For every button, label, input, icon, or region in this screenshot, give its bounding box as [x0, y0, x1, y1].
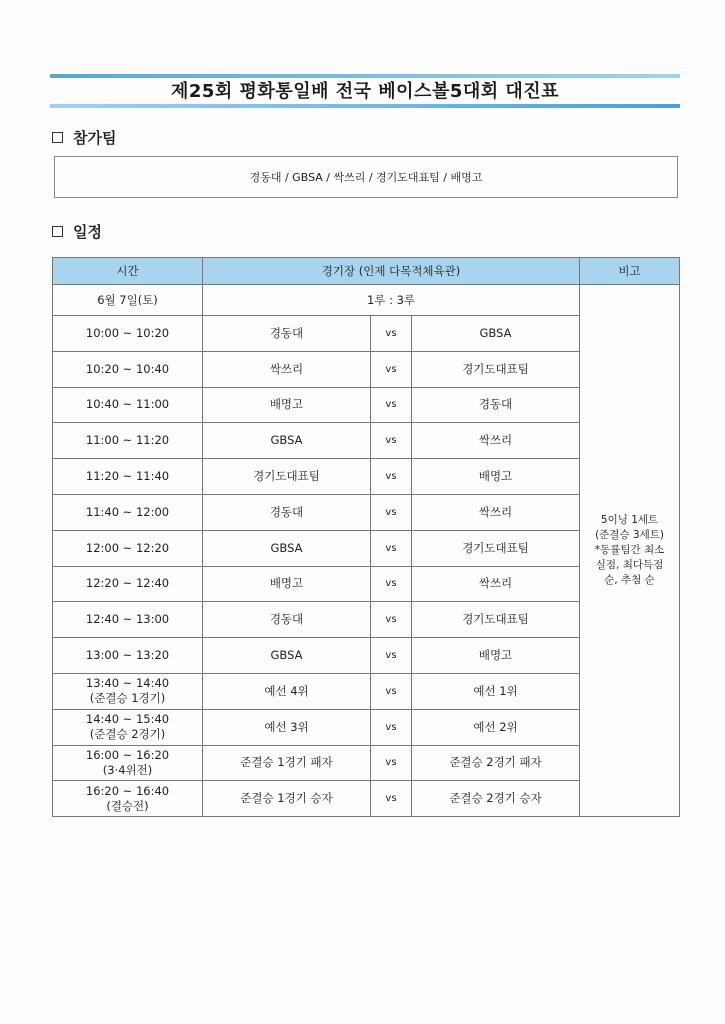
home-team-cell: 경동대 — [203, 602, 371, 638]
away-team-cell: 경기도대표팀 — [412, 530, 580, 566]
home-team-cell: GBSA — [203, 423, 371, 459]
teams-heading — [52, 127, 116, 148]
time-range: 10:40 ~ 11:00 — [85, 397, 170, 412]
header-venue: 경기장 (인제 다목적체육관) — [203, 258, 580, 285]
time-cell — [53, 566, 203, 602]
time-range: 12:40 ~ 13:00 — [85, 612, 170, 627]
date-row — [53, 285, 680, 316]
away-team-cell: 예선 1위 — [412, 673, 580, 709]
checkbox-square-icon — [52, 226, 63, 237]
teams-list-text: 경동대 / GBSA / 싹쓰리 / 경기도대표팀 / 배명고 — [249, 171, 483, 184]
away-team-cell: 준결승 2경기 패자 — [412, 745, 580, 781]
home-team-cell: 싹쓰리 — [203, 351, 371, 387]
page-title: 제25회 평화통일배 전국 베이스볼5대회 대진표 — [170, 81, 560, 102]
header-time: 시간 — [53, 258, 203, 285]
schedule-heading-label: 일정 — [73, 223, 102, 241]
match-stage: (결승전) — [106, 798, 149, 813]
time-cell — [53, 387, 203, 423]
match-stage: (3·4위전) — [102, 762, 153, 777]
home-team-cell: 예선 4위 — [203, 673, 371, 709]
time-range: 10:20 ~ 10:40 — [85, 361, 170, 376]
note-line: 5이닝 1세트 — [600, 514, 659, 527]
vs-cell: vs — [371, 602, 412, 638]
note-cell — [580, 285, 680, 817]
time-range: 11:40 ~ 12:00 — [85, 504, 170, 519]
time-cell — [53, 709, 203, 745]
vs-cell: vs — [371, 673, 412, 709]
time-cell — [53, 781, 203, 817]
home-team-cell: GBSA — [203, 530, 371, 566]
vs-cell: vs — [371, 709, 412, 745]
home-team-cell: 준결승 1경기 승자 — [203, 781, 371, 817]
title-bar-top — [50, 74, 680, 78]
note-line: 순, 추첨 순 — [604, 574, 655, 587]
time-range: 14:40 ~ 15:40 — [85, 712, 170, 727]
vs-cell: vs — [371, 566, 412, 602]
away-team-cell: GBSA — [412, 316, 580, 352]
away-team-cell: 경기도대표팀 — [412, 351, 580, 387]
away-team-cell: 싹쓰리 — [412, 494, 580, 530]
note-line: *동률팀간 최소 — [594, 544, 665, 557]
away-team-cell: 경기도대표팀 — [412, 602, 580, 638]
schedule-table — [52, 257, 680, 817]
time-cell — [53, 638, 203, 674]
schedule-heading — [52, 221, 102, 242]
courts-cell: 1루 : 3루 — [203, 285, 580, 316]
vs-cell: vs — [371, 316, 412, 352]
away-team-cell: 배명고 — [412, 459, 580, 495]
time-range: 13:40 ~ 14:40 — [85, 676, 170, 691]
vs-cell: vs — [371, 494, 412, 530]
away-team-cell: 경동대 — [412, 387, 580, 423]
time-cell — [53, 745, 203, 781]
date-cell: 6월 7일(토) — [53, 285, 203, 316]
time-cell — [53, 423, 203, 459]
away-team-cell: 싹쓰리 — [412, 566, 580, 602]
home-team-cell: 배명고 — [203, 387, 371, 423]
time-range: 11:20 ~ 11:40 — [85, 469, 170, 484]
vs-cell: vs — [371, 459, 412, 495]
home-team-cell: 경동대 — [203, 494, 371, 530]
time-cell — [53, 530, 203, 566]
home-team-cell: 준결승 1경기 패자 — [203, 745, 371, 781]
away-team-cell: 예선 2위 — [412, 709, 580, 745]
time-cell — [53, 351, 203, 387]
vs-cell: vs — [371, 745, 412, 781]
teams-heading-label: 참가팀 — [73, 129, 117, 147]
title-bar-bottom — [50, 104, 680, 108]
checkbox-square-icon — [52, 132, 63, 143]
time-range: 12:20 ~ 12:40 — [85, 576, 170, 591]
time-cell — [53, 673, 203, 709]
vs-cell: vs — [371, 387, 412, 423]
vs-cell: vs — [371, 351, 412, 387]
time-range: 11:00 ~ 11:20 — [85, 433, 170, 448]
home-team-cell: 경동대 — [203, 316, 371, 352]
vs-cell: vs — [371, 423, 412, 459]
vs-cell: vs — [371, 638, 412, 674]
teams-list-box — [54, 156, 678, 198]
time-cell — [53, 602, 203, 638]
vs-cell: vs — [371, 530, 412, 566]
home-team-cell: 경기도대표팀 — [203, 459, 371, 495]
time-cell — [53, 494, 203, 530]
match-stage: (준결승 2경기) — [89, 727, 166, 742]
home-team-cell: 예선 3위 — [203, 709, 371, 745]
away-team-cell: 준결승 2경기 승자 — [412, 781, 580, 817]
time-cell — [53, 316, 203, 352]
vs-cell: vs — [371, 781, 412, 817]
away-team-cell: 싹쓰리 — [412, 423, 580, 459]
time-range: 12:00 ~ 12:20 — [85, 540, 170, 555]
match-stage: (준결승 1경기) — [89, 691, 166, 706]
note-line: (준결승 3세트) — [595, 529, 664, 542]
home-team-cell: 배명고 — [203, 566, 371, 602]
away-team-cell: 배명고 — [412, 638, 580, 674]
time-range: 16:00 ~ 16:20 — [85, 747, 170, 762]
note-line: 실점, 최다득점 — [595, 559, 664, 572]
time-range: 10:00 ~ 10:20 — [85, 325, 170, 340]
time-range: 13:00 ~ 13:20 — [85, 648, 170, 663]
home-team-cell: GBSA — [203, 638, 371, 674]
header-note: 비고 — [580, 258, 680, 285]
time-cell — [53, 459, 203, 495]
time-range: 16:20 ~ 16:40 — [85, 783, 170, 798]
